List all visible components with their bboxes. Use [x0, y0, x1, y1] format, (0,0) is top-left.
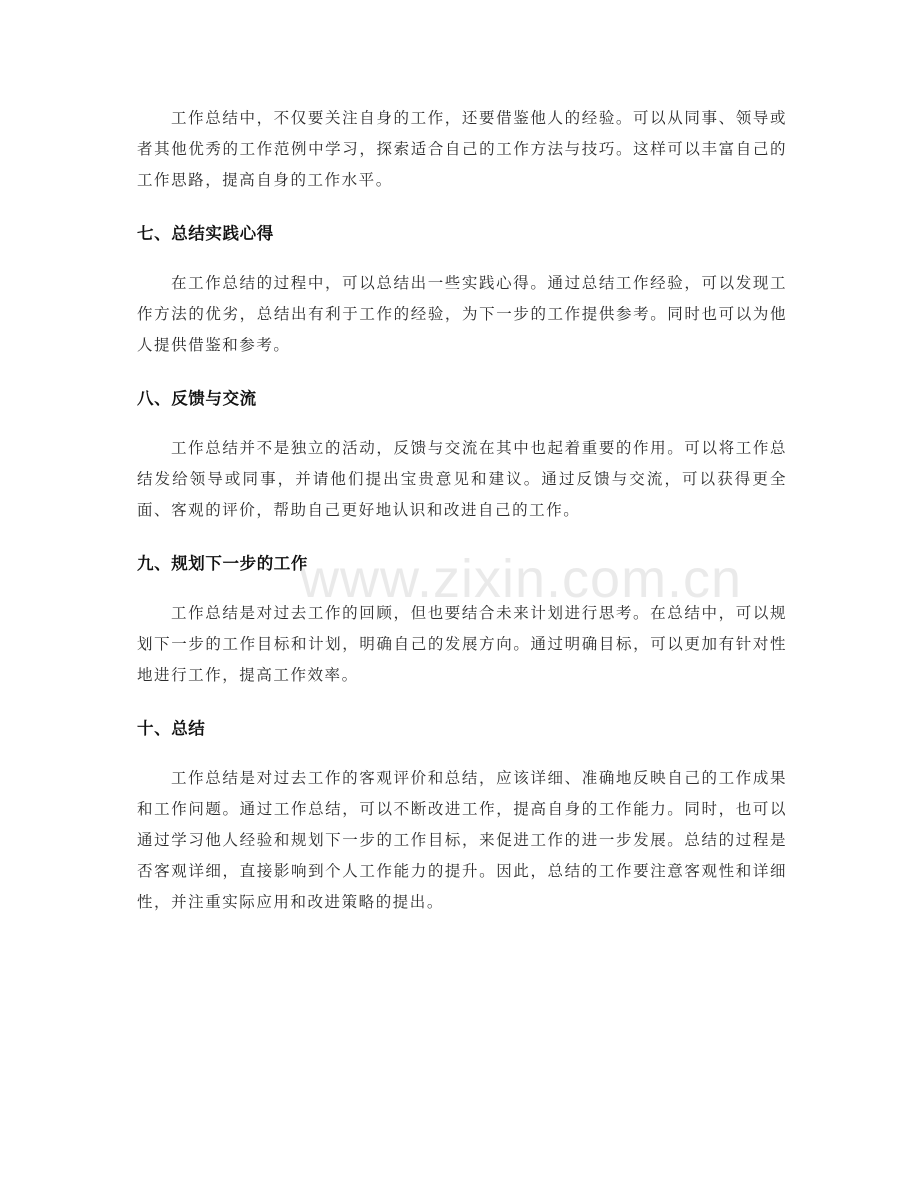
document-body — [137, 103, 787, 918]
watermark-text: www.zixin.com.cn — [300, 549, 743, 609]
spacer — [137, 249, 787, 268]
section-heading-planning: 九、规划下一步的工作 — [137, 554, 308, 573]
section-paragraph-summary: 工作总结是对过去工作的客观评价和总结，应该详细、准确地反映自己的工作成果和工作问题。通过工作总结，可以不断改进工作，提高自身的工作能力。同时，也可以通过学习他人经验和规划下一步的工作目标，来促进工作的进一步发展。总结的过程是否客观详细，直接影响到个人工作能力的提升。因此，总结的工作要注意客观性和详细性，并注重实际应用和改进策略的提出。 — [137, 769, 787, 911]
section-heading-summary: 十、总结 — [137, 719, 206, 738]
spacer — [137, 691, 787, 714]
section-paragraph-practice: 在工作总结的过程中，可以总结出一些实践心得。通过总结工作经验，可以发现工作方法的优劣，总结出有利于工作的经验，为下一步的工作提供参考。同时也可以为他人提供借鉴和参考。 — [137, 274, 787, 354]
section-heading-feedback: 八、反馈与交流 — [137, 389, 257, 408]
spacer — [137, 526, 787, 549]
spacer — [137, 361, 787, 384]
spacer — [137, 414, 787, 433]
section-paragraph-feedback: 工作总结并不是独立的活动，反馈与交流在其中也起着重要的作用。可以将工作总结发给领导或同事，并请他们提出宝贵意见和建议。通过反馈与交流，可以获得更全面、客观的评价，帮助自己更好地认识和改进自己的工作。 — [137, 439, 787, 519]
spacer — [137, 196, 787, 219]
intro-paragraph: 工作总结中，不仅要关注自身的工作，还要借鉴他人的经验。可以从同事、领导或者其他优秀的工作范例中学习，探索适合自己的工作方法与技巧。这样可以丰富自己的工作思路，提高自身的工作水平。 — [137, 109, 787, 189]
section-paragraph-planning: 工作总结是对过去工作的回顾，但也要结合未来计划进行思考。在总结中，可以规划下一步的工作目标和计划，明确自己的发展方向。通过明确目标，可以更加有针对性地进行工作，提高工作效率。 — [137, 604, 787, 684]
spacer — [137, 744, 787, 763]
section-heading-practice: 七、总结实践心得 — [137, 224, 274, 243]
spacer — [137, 579, 787, 598]
